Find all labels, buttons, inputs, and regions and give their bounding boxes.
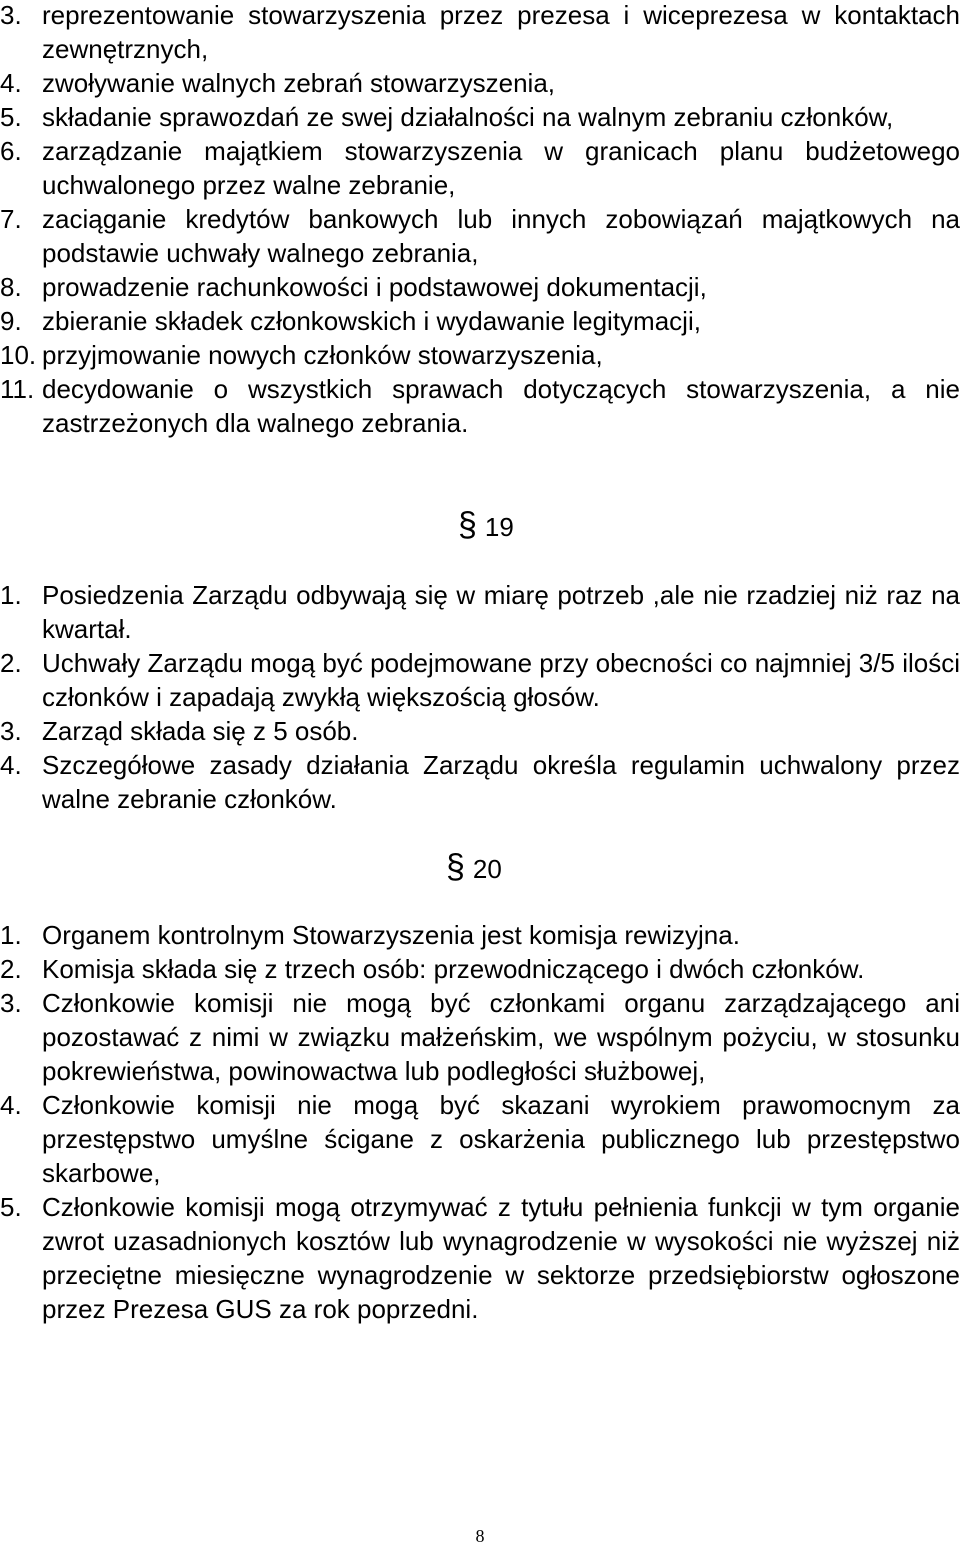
- list-item: [0, 270, 960, 304]
- list-item: [0, 918, 960, 952]
- list-item: [0, 646, 960, 714]
- item-text: decydowanie o wszystkich sprawach dotyczących stowarzyszenia, a nie zastrzeżonych dla walnego zebrania.: [42, 374, 960, 438]
- item-text: Szczegółowe zasady działania Zarządu określa regulamin uchwalony przez walne zebranie członków.: [42, 750, 960, 814]
- item-text: Uchwały Zarządu mogą być podejmowane przy obecności co najmniej 3/5 ilości członków i zapadają zwykłą większością głosów.: [42, 648, 960, 712]
- item-text: Posiedzenia Zarządu odbywają się w miarę potrzeb ,ale nie rzadziej niż raz na kwartał.: [42, 580, 960, 644]
- item-text: prowadzenie rachunkowości i podstawowej dokumentacji,: [42, 272, 707, 302]
- item-text: Członkowie komisji nie mogą być skazani wyrokiem prawomocnym za przestępstwo umyślne ścigane z oskarżenia publicznego lub przestępstwo skarbowe,: [42, 1090, 960, 1188]
- item-text: Organem kontrolnym Stowarzyszenia jest komisja rewizyjna.: [42, 920, 740, 950]
- section-symbol: §: [446, 848, 465, 886]
- section-number: 19: [484, 512, 514, 542]
- item-text: zarządzanie majątkiem stowarzyszenia w granicach planu budżetowego uchwalonego przez walne zebranie,: [42, 136, 960, 200]
- list-item: [0, 578, 960, 646]
- audit-committee-list: [0, 918, 960, 1326]
- list-item: [0, 952, 960, 986]
- list-item: [0, 986, 960, 1088]
- list-item: [0, 100, 960, 134]
- page-number: 8: [475, 1526, 485, 1546]
- section-symbol: §: [458, 506, 477, 544]
- item-number: 2.: [0, 954, 22, 984]
- section-number: 20: [472, 854, 502, 884]
- item-number: 11.: [0, 374, 35, 404]
- item-text: Członkowie komisji nie mogą być członkami organu zarządzającego ani pozostawać z nimi w związku małżeńskim, we wspólnym pożyciu, w stosunku pokrewieństwa, powinowactwa lub podległości służbowej,: [42, 988, 960, 1086]
- item-number: 4.: [0, 750, 22, 780]
- item-text: zaciąganie kredytów bankowych lub innych zobowiązań majątkowych na podstawie uchwały walnego zebrania,: [42, 204, 960, 268]
- item-number: 4.: [0, 1090, 22, 1120]
- list-item: [0, 714, 960, 748]
- item-text: zbieranie składek członkowskich i wydawanie legitymacji,: [42, 306, 701, 336]
- item-number: 1.: [0, 920, 22, 950]
- item-number: 1.: [0, 580, 22, 610]
- section-heading-19: [458, 508, 514, 544]
- item-text: składanie sprawozdań ze swej działalności na walnym zebraniu członków,: [42, 102, 894, 132]
- list-item: [0, 134, 960, 202]
- item-text: Członkowie komisji mogą otrzymywać z tytułu pełnienia funkcji w tym organie zwrot uzasadnionych kosztów lub wynagrodzenie w wysokości nie wyższej niż przeciętne miesięczne wynagrodzenie w sektorze przedsiębiorstw ogłoszone przez Prezesa GUS za rok poprzedni.: [42, 1192, 960, 1324]
- item-number: 2.: [0, 648, 22, 678]
- item-number: 7.: [0, 204, 22, 234]
- item-number: 3.: [0, 0, 22, 30]
- list-item: [0, 338, 960, 372]
- item-number: 3.: [0, 988, 22, 1018]
- list-item: [0, 304, 960, 338]
- list-item: [0, 1088, 960, 1190]
- item-number: 8.: [0, 272, 22, 302]
- section-heading-20: [446, 850, 502, 886]
- item-text: Zarząd składa się z 5 osób.: [42, 716, 359, 746]
- item-number: 10.: [0, 340, 37, 370]
- list-item: [0, 748, 960, 816]
- list-item: [0, 66, 960, 100]
- list-item: [0, 0, 960, 66]
- item-number: 6.: [0, 136, 22, 166]
- list-item: [0, 202, 960, 270]
- item-text: Komisja składa się z trzech osób: przewodniczącego i dwóch członków.: [42, 954, 865, 984]
- item-text: zwoływanie walnych zebrań stowarzyszenia,: [42, 68, 556, 98]
- list-item: [0, 1190, 960, 1326]
- list-item: [0, 372, 960, 440]
- board-meetings-list: [0, 578, 960, 816]
- item-number: 9.: [0, 306, 22, 336]
- item-text: przyjmowanie nowych członków stowarzyszenia,: [42, 340, 603, 370]
- item-number: 4.: [0, 68, 22, 98]
- item-number: 5.: [0, 1192, 22, 1222]
- item-number: 5.: [0, 102, 22, 132]
- item-text: reprezentowanie stowarzyszenia przez prezesa i wiceprezesa w kontaktach zewnętrznych,: [42, 0, 960, 64]
- item-number: 3.: [0, 716, 22, 746]
- board-duties-list: [0, 0, 960, 440]
